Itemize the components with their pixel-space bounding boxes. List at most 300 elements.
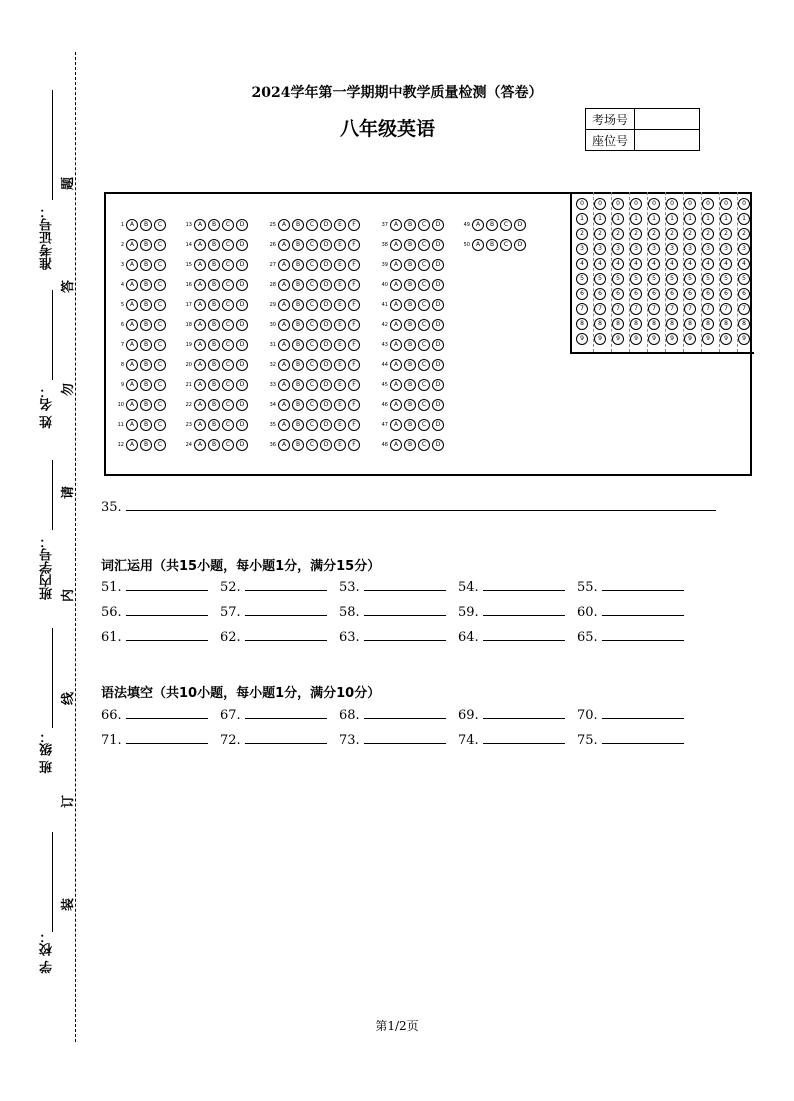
option-bubble[interactable]: B xyxy=(292,239,304,251)
option-bubble[interactable]: B xyxy=(292,379,304,391)
id-digit-bubble[interactable]: 0 xyxy=(648,198,660,210)
option-bubble[interactable]: E xyxy=(334,279,346,291)
option-bubble[interactable]: C xyxy=(306,219,318,231)
id-digit-bubble[interactable]: 0 xyxy=(630,198,642,210)
option-bubble[interactable]: B xyxy=(292,339,304,351)
option-bubble[interactable]: C xyxy=(222,319,234,331)
option-bubble[interactable]: C xyxy=(222,279,234,291)
id-digit-bubble[interactable]: 3 xyxy=(648,243,660,255)
id-digit-bubble[interactable]: 3 xyxy=(630,243,642,255)
option-bubble[interactable]: F xyxy=(348,299,360,311)
id-digit-bubble[interactable]: 0 xyxy=(666,198,678,210)
option-bubble[interactable]: A xyxy=(278,299,290,311)
option-bubble[interactable]: A xyxy=(126,299,138,311)
option-bubble[interactable]: C xyxy=(222,379,234,391)
option-bubble[interactable]: E xyxy=(334,379,346,391)
option-bubble[interactable]: C xyxy=(306,259,318,271)
id-digit-bubble[interactable]: 2 xyxy=(702,228,714,240)
id-digit-bubble[interactable]: 1 xyxy=(594,213,606,225)
answer-blank[interactable] xyxy=(602,743,684,744)
option-bubble[interactable]: C xyxy=(154,259,166,271)
option-bubble[interactable]: B xyxy=(292,219,304,231)
option-bubble[interactable]: B xyxy=(140,419,152,431)
option-bubble[interactable]: E xyxy=(334,239,346,251)
option-bubble[interactable]: E xyxy=(334,319,346,331)
id-digit-bubble[interactable]: 2 xyxy=(648,228,660,240)
answer-blank[interactable] xyxy=(364,640,446,641)
option-bubble[interactable]: B xyxy=(404,399,416,411)
option-bubble[interactable]: A xyxy=(126,319,138,331)
option-bubble[interactable]: E xyxy=(334,259,346,271)
id-digit-bubble[interactable]: 2 xyxy=(738,228,750,240)
option-bubble[interactable]: D xyxy=(236,379,248,391)
id-digit-bubble[interactable]: 2 xyxy=(576,228,588,240)
option-bubble[interactable]: C xyxy=(306,419,318,431)
id-digit-bubble[interactable]: 8 xyxy=(684,318,696,330)
answer-blank[interactable] xyxy=(126,590,208,591)
id-digit-bubble[interactable]: 8 xyxy=(576,318,588,330)
option-bubble[interactable]: C xyxy=(306,399,318,411)
option-bubble[interactable]: D xyxy=(236,259,248,271)
option-bubble[interactable]: C xyxy=(306,239,318,251)
option-bubble[interactable]: F xyxy=(348,319,360,331)
option-bubble[interactable]: E xyxy=(334,419,346,431)
answer-blank[interactable] xyxy=(364,615,446,616)
id-digit-bubble[interactable]: 7 xyxy=(720,303,732,315)
option-bubble[interactable]: A xyxy=(126,399,138,411)
option-bubble[interactable]: C xyxy=(418,379,430,391)
option-bubble[interactable]: F xyxy=(348,419,360,431)
option-bubble[interactable]: A xyxy=(278,279,290,291)
id-digit-bubble[interactable]: 0 xyxy=(738,198,750,210)
id-digit-bubble[interactable]: 7 xyxy=(630,303,642,315)
id-digit-bubble[interactable]: 7 xyxy=(666,303,678,315)
id-digit-bubble[interactable]: 7 xyxy=(612,303,624,315)
option-bubble[interactable]: C xyxy=(222,339,234,351)
id-digit-bubble[interactable]: 8 xyxy=(630,318,642,330)
option-bubble[interactable]: D xyxy=(320,279,332,291)
answer-blank[interactable] xyxy=(245,640,327,641)
option-bubble[interactable]: D xyxy=(320,299,332,311)
id-digit-bubble[interactable]: 2 xyxy=(630,228,642,240)
option-bubble[interactable]: B xyxy=(140,259,152,271)
option-bubble[interactable]: B xyxy=(404,239,416,251)
id-digit-bubble[interactable]: 6 xyxy=(576,288,588,300)
id-digit-bubble[interactable]: 7 xyxy=(684,303,696,315)
option-bubble[interactable]: A xyxy=(390,379,402,391)
option-bubble[interactable]: C xyxy=(154,439,166,451)
option-bubble[interactable]: A xyxy=(194,239,206,251)
option-bubble[interactable]: A xyxy=(278,219,290,231)
id-digit-bubble[interactable]: 1 xyxy=(666,213,678,225)
option-bubble[interactable]: C xyxy=(418,439,430,451)
id-digit-bubble[interactable]: 4 xyxy=(666,258,678,270)
option-bubble[interactable]: C xyxy=(222,219,234,231)
option-bubble[interactable]: A xyxy=(194,299,206,311)
id-digit-bubble[interactable]: 4 xyxy=(576,258,588,270)
option-bubble[interactable]: A xyxy=(194,319,206,331)
option-bubble[interactable]: B xyxy=(292,359,304,371)
option-bubble[interactable]: A xyxy=(194,359,206,371)
id-digit-bubble[interactable]: 7 xyxy=(576,303,588,315)
option-bubble[interactable]: A xyxy=(390,219,402,231)
id-digit-bubble[interactable]: 6 xyxy=(594,288,606,300)
answer-blank[interactable] xyxy=(126,640,208,641)
option-bubble[interactable]: A xyxy=(194,259,206,271)
option-bubble[interactable]: F xyxy=(348,259,360,271)
id-digit-bubble[interactable]: 0 xyxy=(720,198,732,210)
id-digit-bubble[interactable]: 1 xyxy=(702,213,714,225)
id-digit-bubble[interactable]: 4 xyxy=(594,258,606,270)
id-digit-bubble[interactable]: 6 xyxy=(720,288,732,300)
option-bubble[interactable]: D xyxy=(320,439,332,451)
id-digit-bubble[interactable]: 2 xyxy=(720,228,732,240)
option-bubble[interactable]: C xyxy=(154,279,166,291)
id-digit-bubble[interactable]: 5 xyxy=(630,273,642,285)
answer-blank[interactable] xyxy=(602,640,684,641)
option-bubble[interactable]: B xyxy=(140,219,152,231)
option-bubble[interactable]: B xyxy=(404,219,416,231)
id-digit-bubble[interactable]: 4 xyxy=(612,258,624,270)
option-bubble[interactable]: D xyxy=(320,339,332,351)
option-bubble[interactable]: D xyxy=(236,339,248,351)
option-bubble[interactable]: F xyxy=(348,379,360,391)
option-bubble[interactable]: A xyxy=(278,259,290,271)
option-bubble[interactable]: C xyxy=(154,419,166,431)
option-bubble[interactable]: B xyxy=(292,439,304,451)
option-bubble[interactable]: C xyxy=(306,299,318,311)
id-digit-bubble[interactable]: 9 xyxy=(594,333,606,345)
id-digit-bubble[interactable]: 1 xyxy=(612,213,624,225)
id-digit-bubble[interactable]: 7 xyxy=(594,303,606,315)
option-bubble[interactable]: D xyxy=(236,399,248,411)
option-bubble[interactable]: C xyxy=(418,399,430,411)
id-digit-bubble[interactable]: 8 xyxy=(702,318,714,330)
id-digit-bubble[interactable]: 6 xyxy=(666,288,678,300)
option-bubble[interactable]: C xyxy=(222,359,234,371)
option-bubble[interactable]: A xyxy=(390,279,402,291)
option-bubble[interactable]: D xyxy=(236,419,248,431)
option-bubble[interactable]: D xyxy=(236,299,248,311)
option-bubble[interactable]: C xyxy=(222,419,234,431)
option-bubble[interactable]: B xyxy=(208,299,220,311)
option-bubble[interactable]: D xyxy=(432,339,444,351)
option-bubble[interactable]: D xyxy=(320,359,332,371)
option-bubble[interactable]: D xyxy=(320,399,332,411)
id-digit-bubble[interactable]: 4 xyxy=(630,258,642,270)
option-bubble[interactable]: C xyxy=(154,379,166,391)
option-bubble[interactable]: C xyxy=(222,399,234,411)
option-bubble[interactable]: C xyxy=(306,339,318,351)
option-bubble[interactable]: A xyxy=(126,439,138,451)
option-bubble[interactable]: F xyxy=(348,339,360,351)
seat-field[interactable] xyxy=(635,130,700,151)
option-bubble[interactable]: C xyxy=(154,299,166,311)
id-digit-bubble[interactable]: 5 xyxy=(738,273,750,285)
id-digit-bubble[interactable]: 6 xyxy=(684,288,696,300)
option-bubble[interactable]: C xyxy=(500,239,512,251)
option-bubble[interactable]: C xyxy=(418,299,430,311)
id-digit-bubble[interactable]: 6 xyxy=(630,288,642,300)
option-bubble[interactable]: B xyxy=(208,279,220,291)
option-bubble[interactable]: E xyxy=(334,359,346,371)
id-digit-bubble[interactable]: 2 xyxy=(612,228,624,240)
option-bubble[interactable]: B xyxy=(208,439,220,451)
id-digit-bubble[interactable]: 0 xyxy=(702,198,714,210)
option-bubble[interactable]: F xyxy=(348,439,360,451)
answer-blank[interactable] xyxy=(126,718,208,719)
option-bubble[interactable]: B xyxy=(208,399,220,411)
option-bubble[interactable]: B xyxy=(292,299,304,311)
option-bubble[interactable]: A xyxy=(278,379,290,391)
option-bubble[interactable]: A xyxy=(126,379,138,391)
option-bubble[interactable]: B xyxy=(208,219,220,231)
option-bubble[interactable]: C xyxy=(418,359,430,371)
option-bubble[interactable]: B xyxy=(208,419,220,431)
option-bubble[interactable]: A xyxy=(126,239,138,251)
answer-blank[interactable] xyxy=(245,743,327,744)
option-bubble[interactable]: B xyxy=(486,219,498,231)
option-bubble[interactable]: A xyxy=(390,319,402,331)
answer-blank[interactable] xyxy=(126,615,208,616)
id-digit-bubble[interactable]: 3 xyxy=(612,243,624,255)
id-digit-bubble[interactable]: 9 xyxy=(666,333,678,345)
id-digit-bubble[interactable]: 2 xyxy=(666,228,678,240)
option-bubble[interactable]: A xyxy=(126,339,138,351)
option-bubble[interactable]: B xyxy=(140,299,152,311)
id-digit-bubble[interactable]: 1 xyxy=(630,213,642,225)
option-bubble[interactable]: D xyxy=(432,219,444,231)
option-bubble[interactable]: B xyxy=(404,419,416,431)
option-bubble[interactable]: E xyxy=(334,339,346,351)
option-bubble[interactable]: D xyxy=(236,319,248,331)
id-digit-bubble[interactable]: 3 xyxy=(684,243,696,255)
id-digit-bubble[interactable]: 8 xyxy=(720,318,732,330)
option-bubble[interactable]: A xyxy=(126,219,138,231)
option-bubble[interactable]: A xyxy=(390,239,402,251)
id-digit-bubble[interactable]: 6 xyxy=(612,288,624,300)
answer-blank[interactable] xyxy=(245,590,327,591)
answer-blank[interactable] xyxy=(602,590,684,591)
option-bubble[interactable]: F xyxy=(348,279,360,291)
option-bubble[interactable]: A xyxy=(278,399,290,411)
answer-blank[interactable] xyxy=(602,615,684,616)
id-digit-bubble[interactable]: 1 xyxy=(738,213,750,225)
option-bubble[interactable]: F xyxy=(348,239,360,251)
option-bubble[interactable]: A xyxy=(278,239,290,251)
option-bubble[interactable]: C xyxy=(500,219,512,231)
id-digit-bubble[interactable]: 7 xyxy=(738,303,750,315)
id-digit-bubble[interactable]: 5 xyxy=(702,273,714,285)
answer-blank[interactable] xyxy=(364,743,446,744)
id-digit-bubble[interactable]: 3 xyxy=(576,243,588,255)
answer-blank[interactable] xyxy=(483,718,565,719)
id-digit-bubble[interactable]: 4 xyxy=(648,258,660,270)
option-bubble[interactable]: B xyxy=(292,319,304,331)
answer-blank[interactable] xyxy=(483,590,565,591)
option-bubble[interactable]: A xyxy=(390,439,402,451)
option-bubble[interactable]: C xyxy=(222,259,234,271)
option-bubble[interactable]: D xyxy=(432,399,444,411)
option-bubble[interactable]: B xyxy=(404,379,416,391)
option-bubble[interactable]: B xyxy=(208,239,220,251)
id-digit-bubble[interactable]: 7 xyxy=(648,303,660,315)
answer-blank[interactable] xyxy=(483,615,565,616)
option-bubble[interactable]: A xyxy=(194,379,206,391)
option-bubble[interactable]: C xyxy=(154,359,166,371)
option-bubble[interactable]: B xyxy=(292,419,304,431)
option-bubble[interactable]: A xyxy=(390,419,402,431)
q35-blank[interactable] xyxy=(126,510,716,511)
option-bubble[interactable]: D xyxy=(236,439,248,451)
option-bubble[interactable]: B xyxy=(140,399,152,411)
option-bubble[interactable]: C xyxy=(418,259,430,271)
id-digit-bubble[interactable]: 8 xyxy=(594,318,606,330)
option-bubble[interactable]: B xyxy=(404,339,416,351)
option-bubble[interactable]: A xyxy=(126,279,138,291)
option-bubble[interactable]: F xyxy=(348,399,360,411)
option-bubble[interactable]: D xyxy=(236,279,248,291)
id-digit-bubble[interactable]: 0 xyxy=(684,198,696,210)
option-bubble[interactable]: A xyxy=(278,439,290,451)
option-bubble[interactable]: B xyxy=(140,279,152,291)
option-bubble[interactable]: A xyxy=(194,399,206,411)
option-bubble[interactable]: C xyxy=(154,239,166,251)
option-bubble[interactable]: A xyxy=(194,339,206,351)
option-bubble[interactable]: A xyxy=(194,219,206,231)
id-digit-bubble[interactable]: 3 xyxy=(594,243,606,255)
id-digit-bubble[interactable]: 4 xyxy=(720,258,732,270)
option-bubble[interactable]: D xyxy=(514,239,526,251)
option-bubble[interactable]: A xyxy=(278,319,290,331)
option-bubble[interactable]: D xyxy=(432,239,444,251)
id-digit-bubble[interactable]: 7 xyxy=(702,303,714,315)
id-digit-bubble[interactable]: 5 xyxy=(648,273,660,285)
option-bubble[interactable]: A xyxy=(390,299,402,311)
option-bubble[interactable]: D xyxy=(320,319,332,331)
option-bubble[interactable]: D xyxy=(320,379,332,391)
id-digit-bubble[interactable]: 0 xyxy=(576,198,588,210)
option-bubble[interactable]: D xyxy=(432,259,444,271)
option-bubble[interactable]: C xyxy=(306,279,318,291)
id-digit-bubble[interactable]: 9 xyxy=(738,333,750,345)
option-bubble[interactable]: E xyxy=(334,299,346,311)
id-digit-bubble[interactable]: 1 xyxy=(720,213,732,225)
option-bubble[interactable]: A xyxy=(126,419,138,431)
option-bubble[interactable]: D xyxy=(432,359,444,371)
id-digit-bubble[interactable]: 9 xyxy=(612,333,624,345)
option-bubble[interactable]: B xyxy=(404,259,416,271)
option-bubble[interactable]: D xyxy=(320,219,332,231)
option-bubble[interactable]: C xyxy=(154,319,166,331)
option-bubble[interactable]: B xyxy=(140,359,152,371)
option-bubble[interactable]: B xyxy=(208,259,220,271)
option-bubble[interactable]: C xyxy=(418,339,430,351)
option-bubble[interactable]: B xyxy=(404,359,416,371)
option-bubble[interactable]: E xyxy=(334,439,346,451)
id-digit-bubble[interactable]: 3 xyxy=(738,243,750,255)
option-bubble[interactable]: A xyxy=(194,279,206,291)
option-bubble[interactable]: D xyxy=(320,239,332,251)
option-bubble[interactable]: F xyxy=(348,219,360,231)
option-bubble[interactable]: A xyxy=(390,339,402,351)
option-bubble[interactable]: B xyxy=(292,259,304,271)
option-bubble[interactable]: C xyxy=(154,219,166,231)
option-bubble[interactable]: B xyxy=(140,439,152,451)
option-bubble[interactable]: C xyxy=(418,419,430,431)
option-bubble[interactable]: C xyxy=(306,359,318,371)
id-digit-bubble[interactable]: 4 xyxy=(702,258,714,270)
option-bubble[interactable]: D xyxy=(432,319,444,331)
id-digit-bubble[interactable]: 8 xyxy=(738,318,750,330)
answer-blank[interactable] xyxy=(602,718,684,719)
id-digit-bubble[interactable]: 1 xyxy=(648,213,660,225)
id-digit-bubble[interactable]: 9 xyxy=(630,333,642,345)
id-digit-bubble[interactable]: 8 xyxy=(612,318,624,330)
id-digit-bubble[interactable]: 1 xyxy=(576,213,588,225)
id-digit-bubble[interactable]: 5 xyxy=(720,273,732,285)
option-bubble[interactable]: D xyxy=(236,359,248,371)
answer-blank[interactable] xyxy=(245,615,327,616)
option-bubble[interactable]: C xyxy=(222,299,234,311)
option-bubble[interactable]: D xyxy=(236,219,248,231)
id-digit-bubble[interactable]: 9 xyxy=(576,333,588,345)
option-bubble[interactable]: B xyxy=(404,299,416,311)
option-bubble[interactable]: A xyxy=(194,439,206,451)
id-digit-bubble[interactable]: 6 xyxy=(702,288,714,300)
option-bubble[interactable]: C xyxy=(418,319,430,331)
id-digit-bubble[interactable]: 2 xyxy=(594,228,606,240)
option-bubble[interactable]: B xyxy=(208,319,220,331)
option-bubble[interactable]: C xyxy=(306,439,318,451)
option-bubble[interactable]: A xyxy=(390,359,402,371)
option-bubble[interactable]: B xyxy=(140,379,152,391)
option-bubble[interactable]: B xyxy=(140,339,152,351)
id-digit-bubble[interactable]: 4 xyxy=(684,258,696,270)
option-bubble[interactable]: C xyxy=(418,219,430,231)
id-digit-bubble[interactable]: 5 xyxy=(684,273,696,285)
option-bubble[interactable]: C xyxy=(222,239,234,251)
option-bubble[interactable]: C xyxy=(418,239,430,251)
option-bubble[interactable]: A xyxy=(390,399,402,411)
option-bubble[interactable]: D xyxy=(236,239,248,251)
option-bubble[interactable]: C xyxy=(306,379,318,391)
id-digit-bubble[interactable]: 5 xyxy=(594,273,606,285)
option-bubble[interactable]: D xyxy=(432,299,444,311)
option-bubble[interactable]: A xyxy=(472,219,484,231)
option-bubble[interactable]: A xyxy=(126,359,138,371)
id-digit-bubble[interactable]: 8 xyxy=(648,318,660,330)
option-bubble[interactable]: B xyxy=(404,439,416,451)
option-bubble[interactable]: C xyxy=(154,339,166,351)
id-digit-bubble[interactable]: 6 xyxy=(738,288,750,300)
option-bubble[interactable]: D xyxy=(432,439,444,451)
answer-blank[interactable] xyxy=(126,743,208,744)
option-bubble[interactable]: B xyxy=(140,239,152,251)
option-bubble[interactable]: A xyxy=(278,339,290,351)
id-digit-bubble[interactable]: 3 xyxy=(666,243,678,255)
answer-blank[interactable] xyxy=(245,718,327,719)
option-bubble[interactable]: D xyxy=(432,379,444,391)
option-bubble[interactable]: C xyxy=(222,439,234,451)
option-bubble[interactable]: A xyxy=(278,359,290,371)
id-digit-bubble[interactable]: 5 xyxy=(612,273,624,285)
option-bubble[interactable]: A xyxy=(126,259,138,271)
id-digit-bubble[interactable]: 9 xyxy=(720,333,732,345)
answer-blank[interactable] xyxy=(483,743,565,744)
option-bubble[interactable]: B xyxy=(208,339,220,351)
option-bubble[interactable]: A xyxy=(390,259,402,271)
